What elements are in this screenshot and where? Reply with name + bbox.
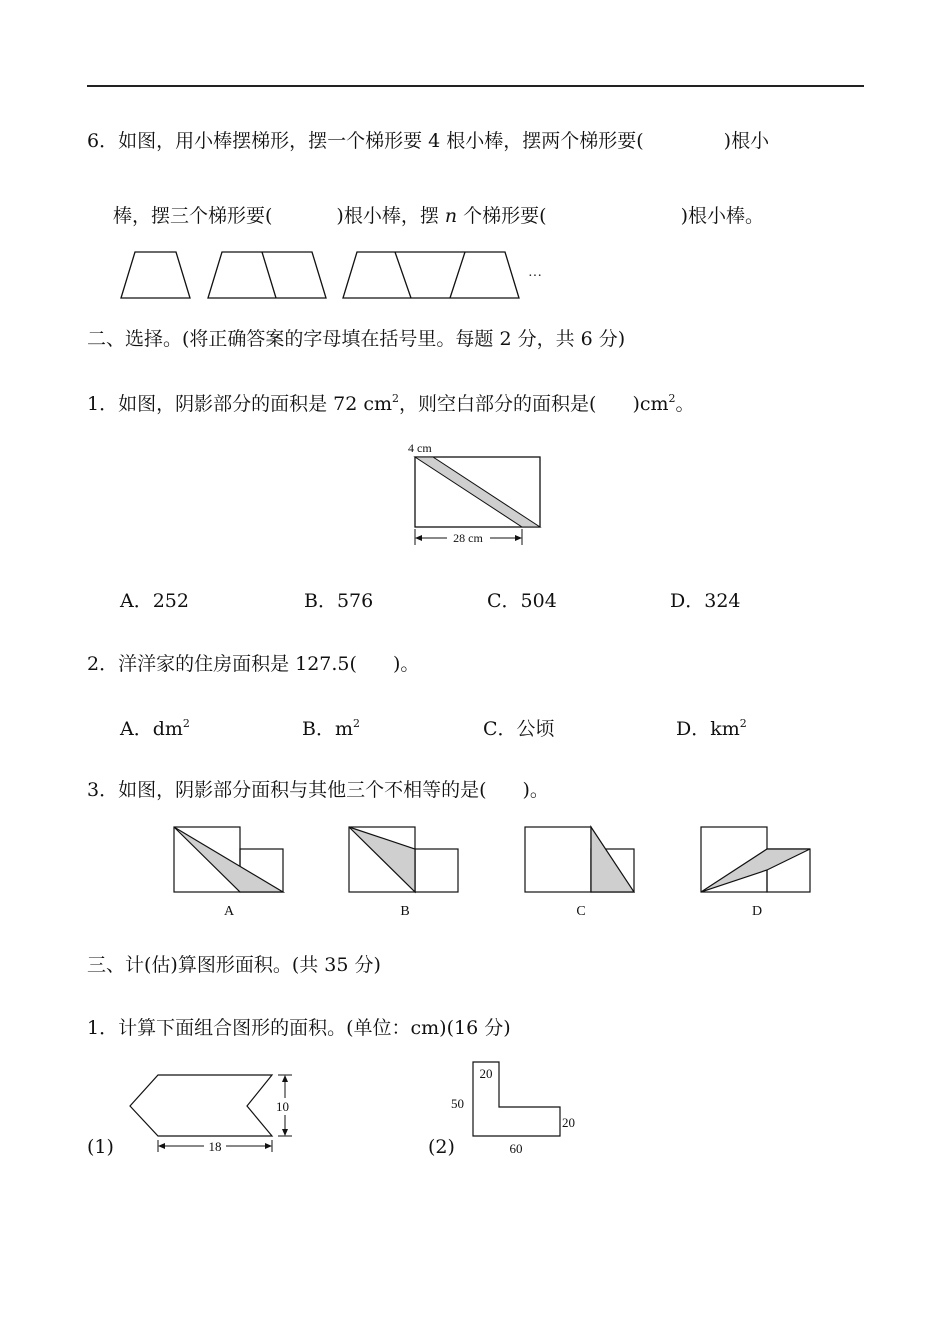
q3-label-a: A	[223, 904, 235, 919]
q2-option-b	[302, 716, 360, 742]
composite-figure-1	[130, 1075, 292, 1154]
hexagon-shape	[130, 1075, 272, 1136]
q1-text-a: 1．如图，阴影部分的面积是 72 cm	[87, 393, 393, 415]
q2-option-d-sup: 2	[739, 717, 747, 730]
width-arrow-left	[158, 1143, 165, 1149]
q2-option-b-sup: 2	[352, 717, 360, 730]
q3-label-d: D	[751, 904, 763, 919]
q1-text-c: )cm	[632, 393, 669, 415]
q6-text-a: 6．如图，用小棒摆梯形，摆一个梯形要 4 根小棒，摆两个梯形要(	[87, 130, 644, 152]
q2-text-a: 2．洋洋家的住房面积是 127.5(	[87, 653, 357, 675]
q3-figure-a	[174, 827, 283, 892]
q2-option-a	[120, 716, 190, 742]
label-18: 18	[208, 1139, 222, 1154]
height-arrow-top	[282, 1075, 288, 1082]
section3-title: 三、计(估)算图形面积。(共 35 分)	[87, 954, 381, 976]
label-28cm: 28 cm	[453, 531, 483, 545]
variable-n: n	[444, 205, 458, 227]
trapezoid-one	[121, 252, 190, 298]
q1-figure	[408, 441, 540, 545]
height-arrow-bottom	[282, 1129, 288, 1136]
q6-text-e: 个梯形要(	[457, 205, 547, 227]
figure-label-1: (1)	[87, 1136, 114, 1158]
trapezoid-two	[208, 252, 326, 298]
section2-title: 二、选择。(将正确答案的字母填在括号里。每题 2 分，共 6 分)	[87, 328, 626, 350]
label-50: 50	[451, 1096, 464, 1111]
q6-text-f: )根小棒。	[680, 205, 764, 227]
label-60: 60	[509, 1141, 523, 1156]
trapezoid-three	[343, 252, 519, 298]
q3-question	[87, 777, 549, 803]
width-arrow-right	[265, 1143, 272, 1149]
label-20-top: 20	[479, 1066, 493, 1081]
q1-text-d: 。	[675, 393, 695, 415]
q2-option-d	[676, 716, 747, 742]
q6-text-d: )根小棒，摆	[336, 205, 445, 227]
q3-label-c: C	[576, 904, 586, 919]
q2-option-d-text: D．km	[676, 718, 740, 740]
q1-sup-2: 2	[668, 392, 676, 405]
q2-question	[87, 651, 419, 677]
label-4cm: 4 cm	[408, 441, 432, 455]
composite-figure-2	[451, 1062, 575, 1156]
q1-option-b: B．576	[304, 590, 374, 612]
q1-option-c: C．504	[487, 590, 557, 612]
q1-question	[87, 391, 695, 417]
dim-arrow-left	[415, 535, 422, 541]
figure-label-2: (2)	[428, 1136, 455, 1158]
q3-label-b: B	[400, 904, 410, 919]
s3q1-question: 1．计算下面组合图形的面积。(单位：cm)(16 分)	[87, 1017, 511, 1039]
trapezoid-figure	[121, 252, 519, 298]
q1-text-b: ，则空白部分的面积是(	[399, 393, 597, 415]
label-20-right: 20	[562, 1115, 575, 1130]
q1-option-a: A．252	[120, 590, 189, 612]
q6-text-c: 棒，摆三个梯形要(	[113, 205, 273, 227]
label-10: 10	[276, 1099, 289, 1114]
q1-option-d: D．324	[670, 590, 741, 612]
q3-figure-b	[349, 827, 458, 892]
q1-sup-1: 2	[392, 392, 400, 405]
q2-option-b-text: B．m	[302, 718, 353, 740]
q3-figure-d	[701, 827, 810, 892]
q6-text-b: )根小	[723, 130, 770, 152]
dim-arrow-right	[515, 535, 522, 541]
q3-text-a: 3．如图，阴影部分面积与其他三个不相等的是(	[87, 779, 487, 801]
ellipsis: ···	[528, 269, 542, 284]
q2-option-a-sup: 2	[182, 717, 190, 730]
q2-option-c: C．公顷	[483, 718, 555, 740]
q2-text-b: )。	[392, 653, 420, 675]
q3-figure-c	[525, 827, 634, 892]
q3-text-b: )。	[522, 779, 549, 801]
q2-option-a-text: A．dm	[120, 718, 183, 740]
shaded-parallelogram	[415, 457, 540, 527]
